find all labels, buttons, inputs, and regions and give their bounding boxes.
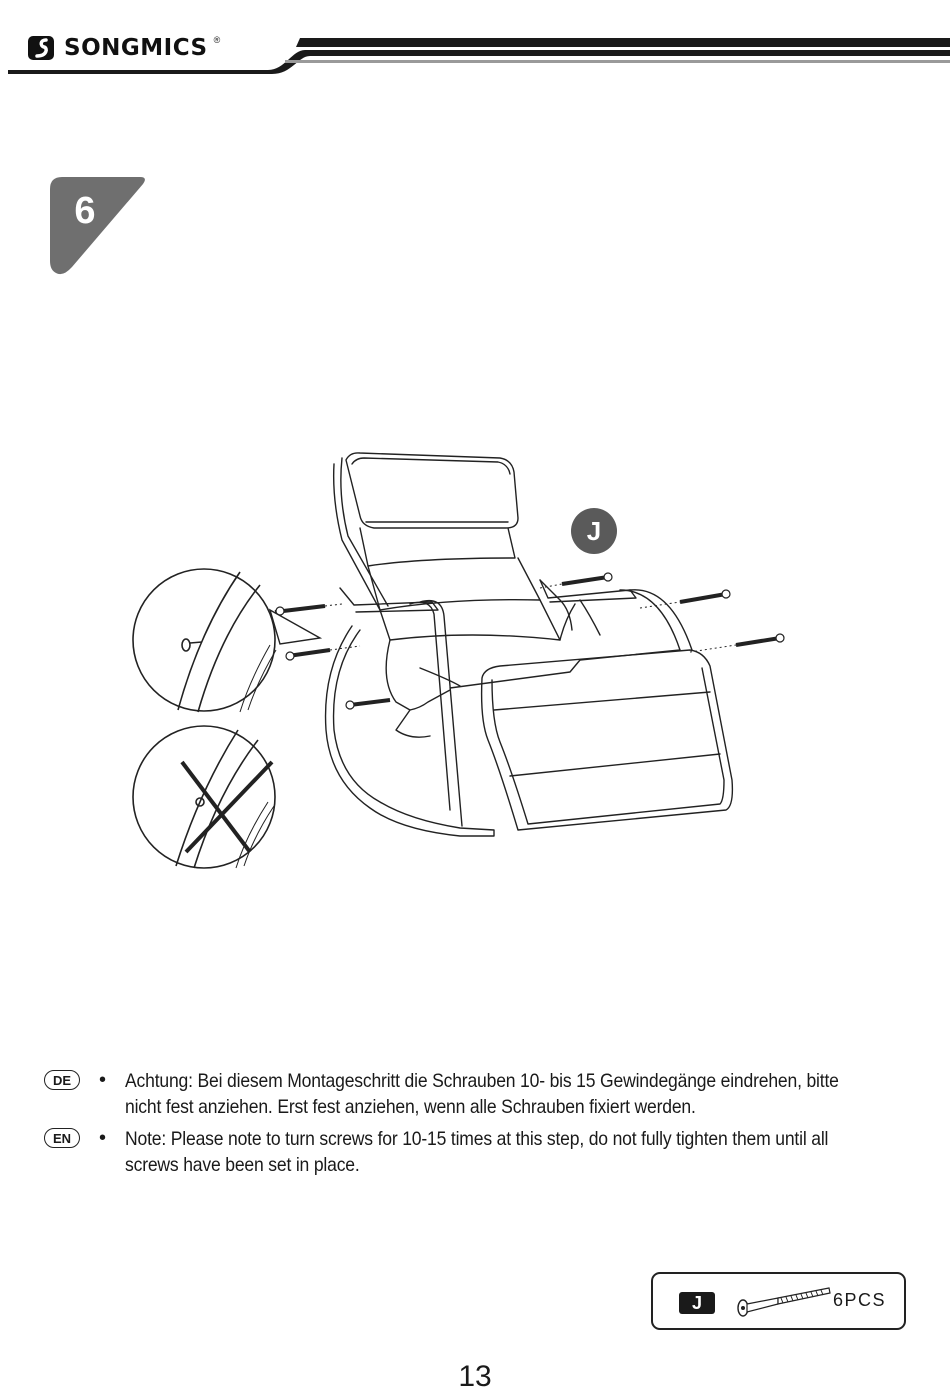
page-number: 13 bbox=[458, 1360, 492, 1393]
correct-detail-icon bbox=[133, 569, 276, 712]
bullet: • bbox=[98, 1069, 106, 1091]
detail-pointer bbox=[270, 610, 320, 644]
brand-logo-icon bbox=[28, 34, 58, 62]
note-text-en: Note: Please note to turn screws for 10-15 times at this step, do not fully tighten them until all screws have been set in place. bbox=[125, 1128, 829, 1176]
screw-5 bbox=[640, 590, 730, 608]
note-text-de: Achtung: Bei diesem Montageschritt die Schrauben 10- bis 15 Gewindegänge eindrehen, bitte nicht fest anziehen. Erst fest anziehen, wenn alle Schrauben fixiert werden. bbox=[125, 1070, 839, 1118]
screw-6 bbox=[690, 634, 784, 652]
lang-badge-en: EN bbox=[44, 1128, 80, 1148]
brand-name: SONGMICS bbox=[64, 35, 208, 61]
part-callout-j bbox=[571, 508, 617, 554]
part-letter: J bbox=[679, 1292, 715, 1314]
notes bbox=[44, 1068, 944, 1184]
screw-4 bbox=[540, 573, 612, 588]
part-quantity: 6PCS bbox=[833, 1290, 887, 1310]
screw-3 bbox=[346, 700, 390, 709]
screw-icon bbox=[733, 1284, 833, 1320]
note-en bbox=[44, 1126, 944, 1178]
note-de bbox=[44, 1068, 944, 1120]
lang-badge-de: DE bbox=[44, 1070, 80, 1090]
parts-box bbox=[651, 1272, 906, 1330]
rocking-chair-illustration bbox=[326, 453, 733, 836]
svg-text:J: J bbox=[586, 516, 602, 546]
step-number: 6 bbox=[74, 190, 96, 232]
screws bbox=[275, 573, 784, 709]
incorrect-detail-icon bbox=[133, 726, 275, 868]
screw-1 bbox=[275, 604, 342, 615]
assembly-diagram bbox=[120, 440, 800, 880]
page-header bbox=[0, 0, 950, 80]
bullet: • bbox=[98, 1127, 106, 1149]
brand bbox=[28, 34, 220, 62]
registered-mark: ® bbox=[213, 35, 221, 45]
